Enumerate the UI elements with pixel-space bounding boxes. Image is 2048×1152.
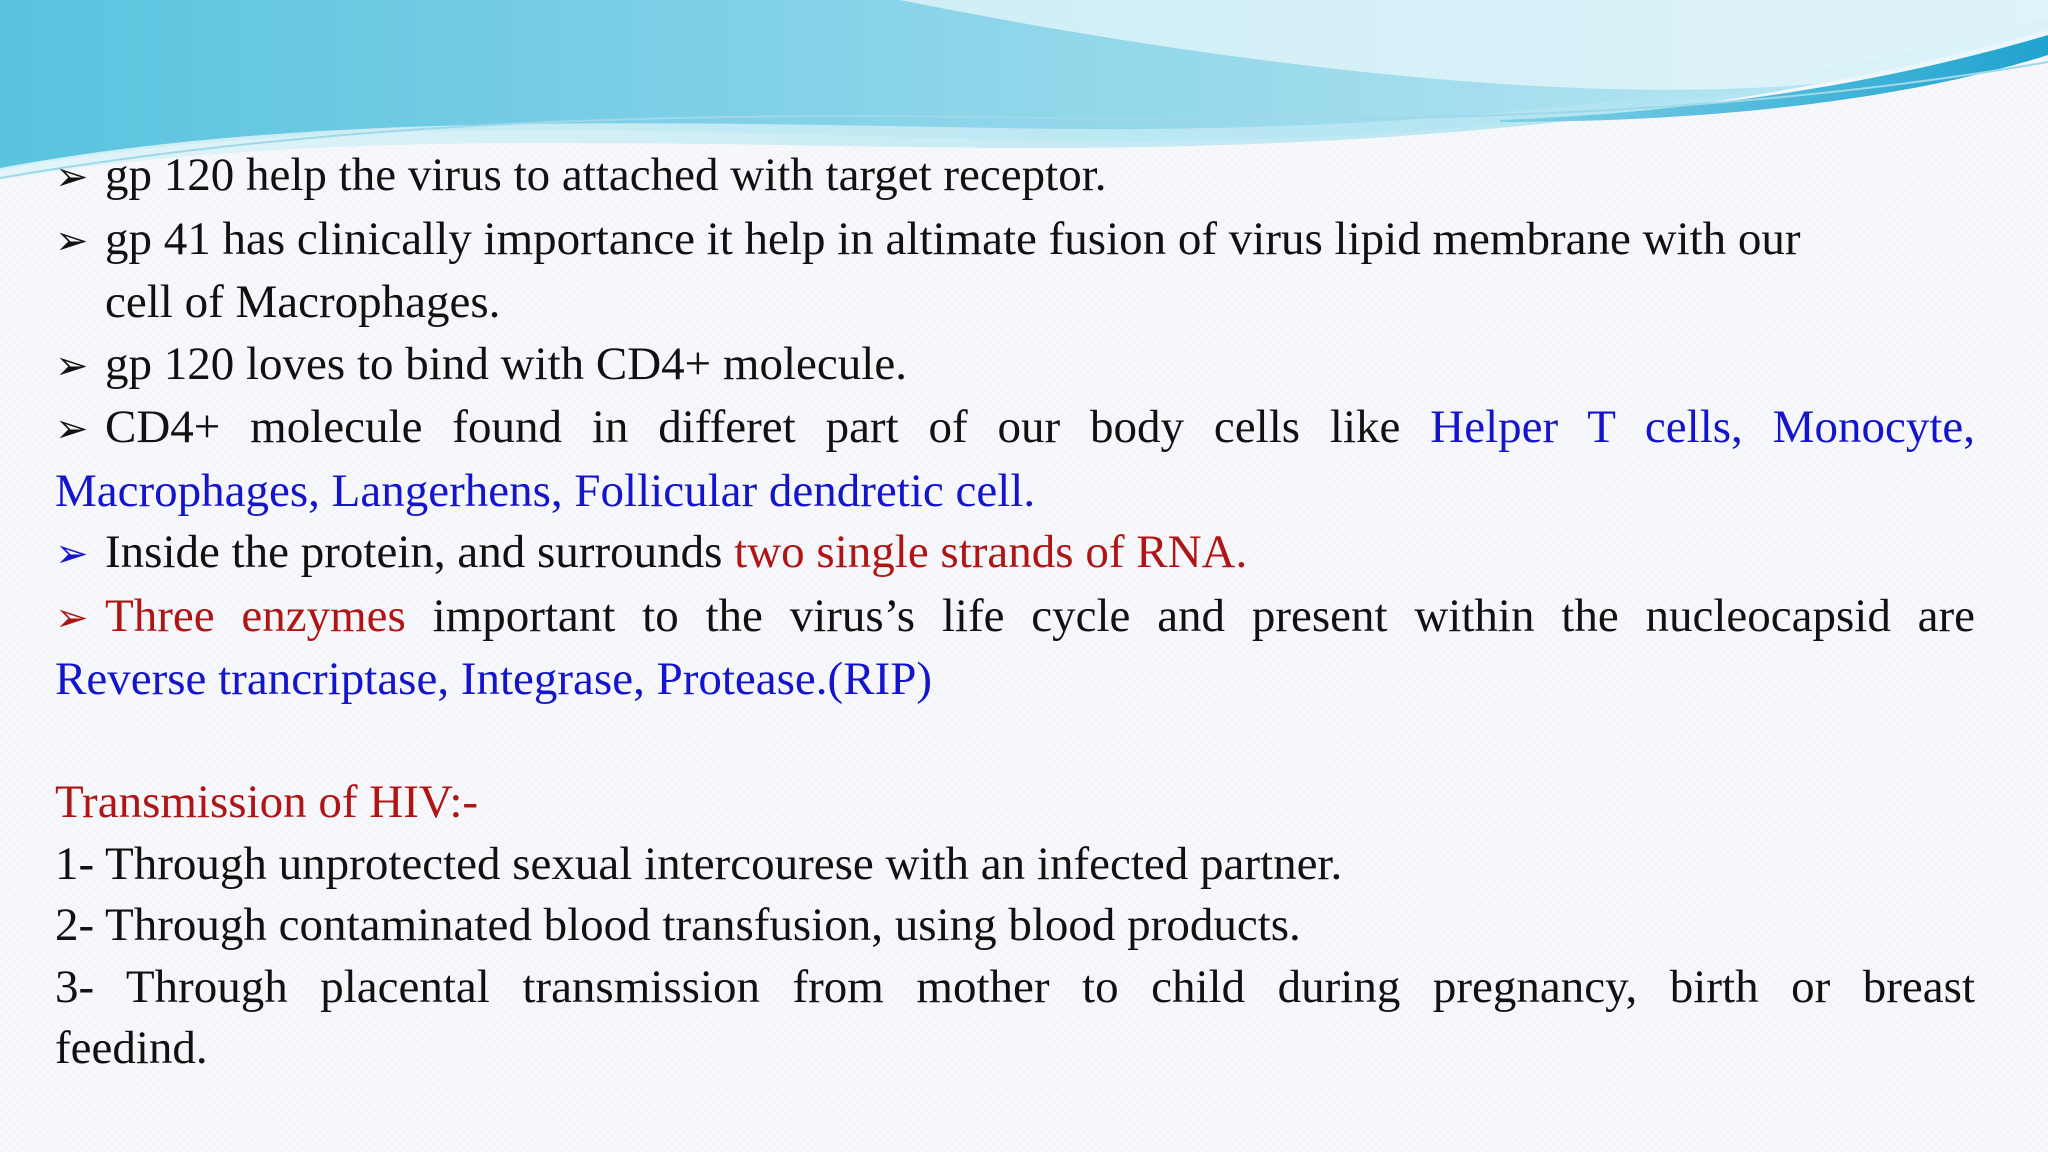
arrow-bullet-icon: ➢ (55, 217, 89, 264)
bullet-item: ➢ gp 120 help the virus to attached with target receptor. (55, 145, 1975, 209)
list-item: 2- Through contaminated blood transfusion, using blood products. (55, 899, 1301, 951)
arrow-bullet-icon: ➢ (55, 154, 89, 200)
arrow-bullet-icon: ➢ (55, 342, 89, 389)
bullet-item: ➢ gp 120 loves to bind with CD4+ molecule. (55, 334, 1975, 398)
bullet-continuation: cell of Macrophages. (105, 276, 501, 328)
arrow-bullet-icon: ➢ (55, 594, 89, 641)
bullet-item: ➢ CD4+ molecule found in differet part of our body cells like Helper T cells, Monocyte, (55, 397, 1975, 461)
bullet-item: ➢ gp 41 has clinically importance it help in altimate fusion of virus lipid membrane with our (55, 209, 1975, 273)
arrow-bullet-icon: ➢ (55, 531, 89, 577)
list-item: 3- Through placental transmission from mother to child during pregnancy, birth or breast (55, 960, 1975, 1013)
section-heading: Transmission of HIV:- (55, 776, 479, 828)
bullet-item: ➢ Three enzymes important to the virus’s life cycle and present within the nucleocapsid are (55, 586, 1975, 650)
list-item: 1- Through unprotected sexual intercourese with an infected partner. (55, 837, 1343, 890)
list-item-continuation: feedind. (55, 1022, 208, 1074)
arrow-bullet-icon: ➢ (55, 406, 89, 452)
bullet-continuation: Reverse trancriptase, Integrase, Protease.(RIP) (55, 653, 932, 705)
bullet-item: ➢ Inside the protein, and surrounds two single strands of RNA. (55, 522, 1975, 586)
spacer (55, 711, 1975, 773)
slide-body (55, 145, 1975, 1080)
bullet-continuation: Macrophages, Langerhens, Follicular dendretic cell. (55, 464, 1036, 517)
